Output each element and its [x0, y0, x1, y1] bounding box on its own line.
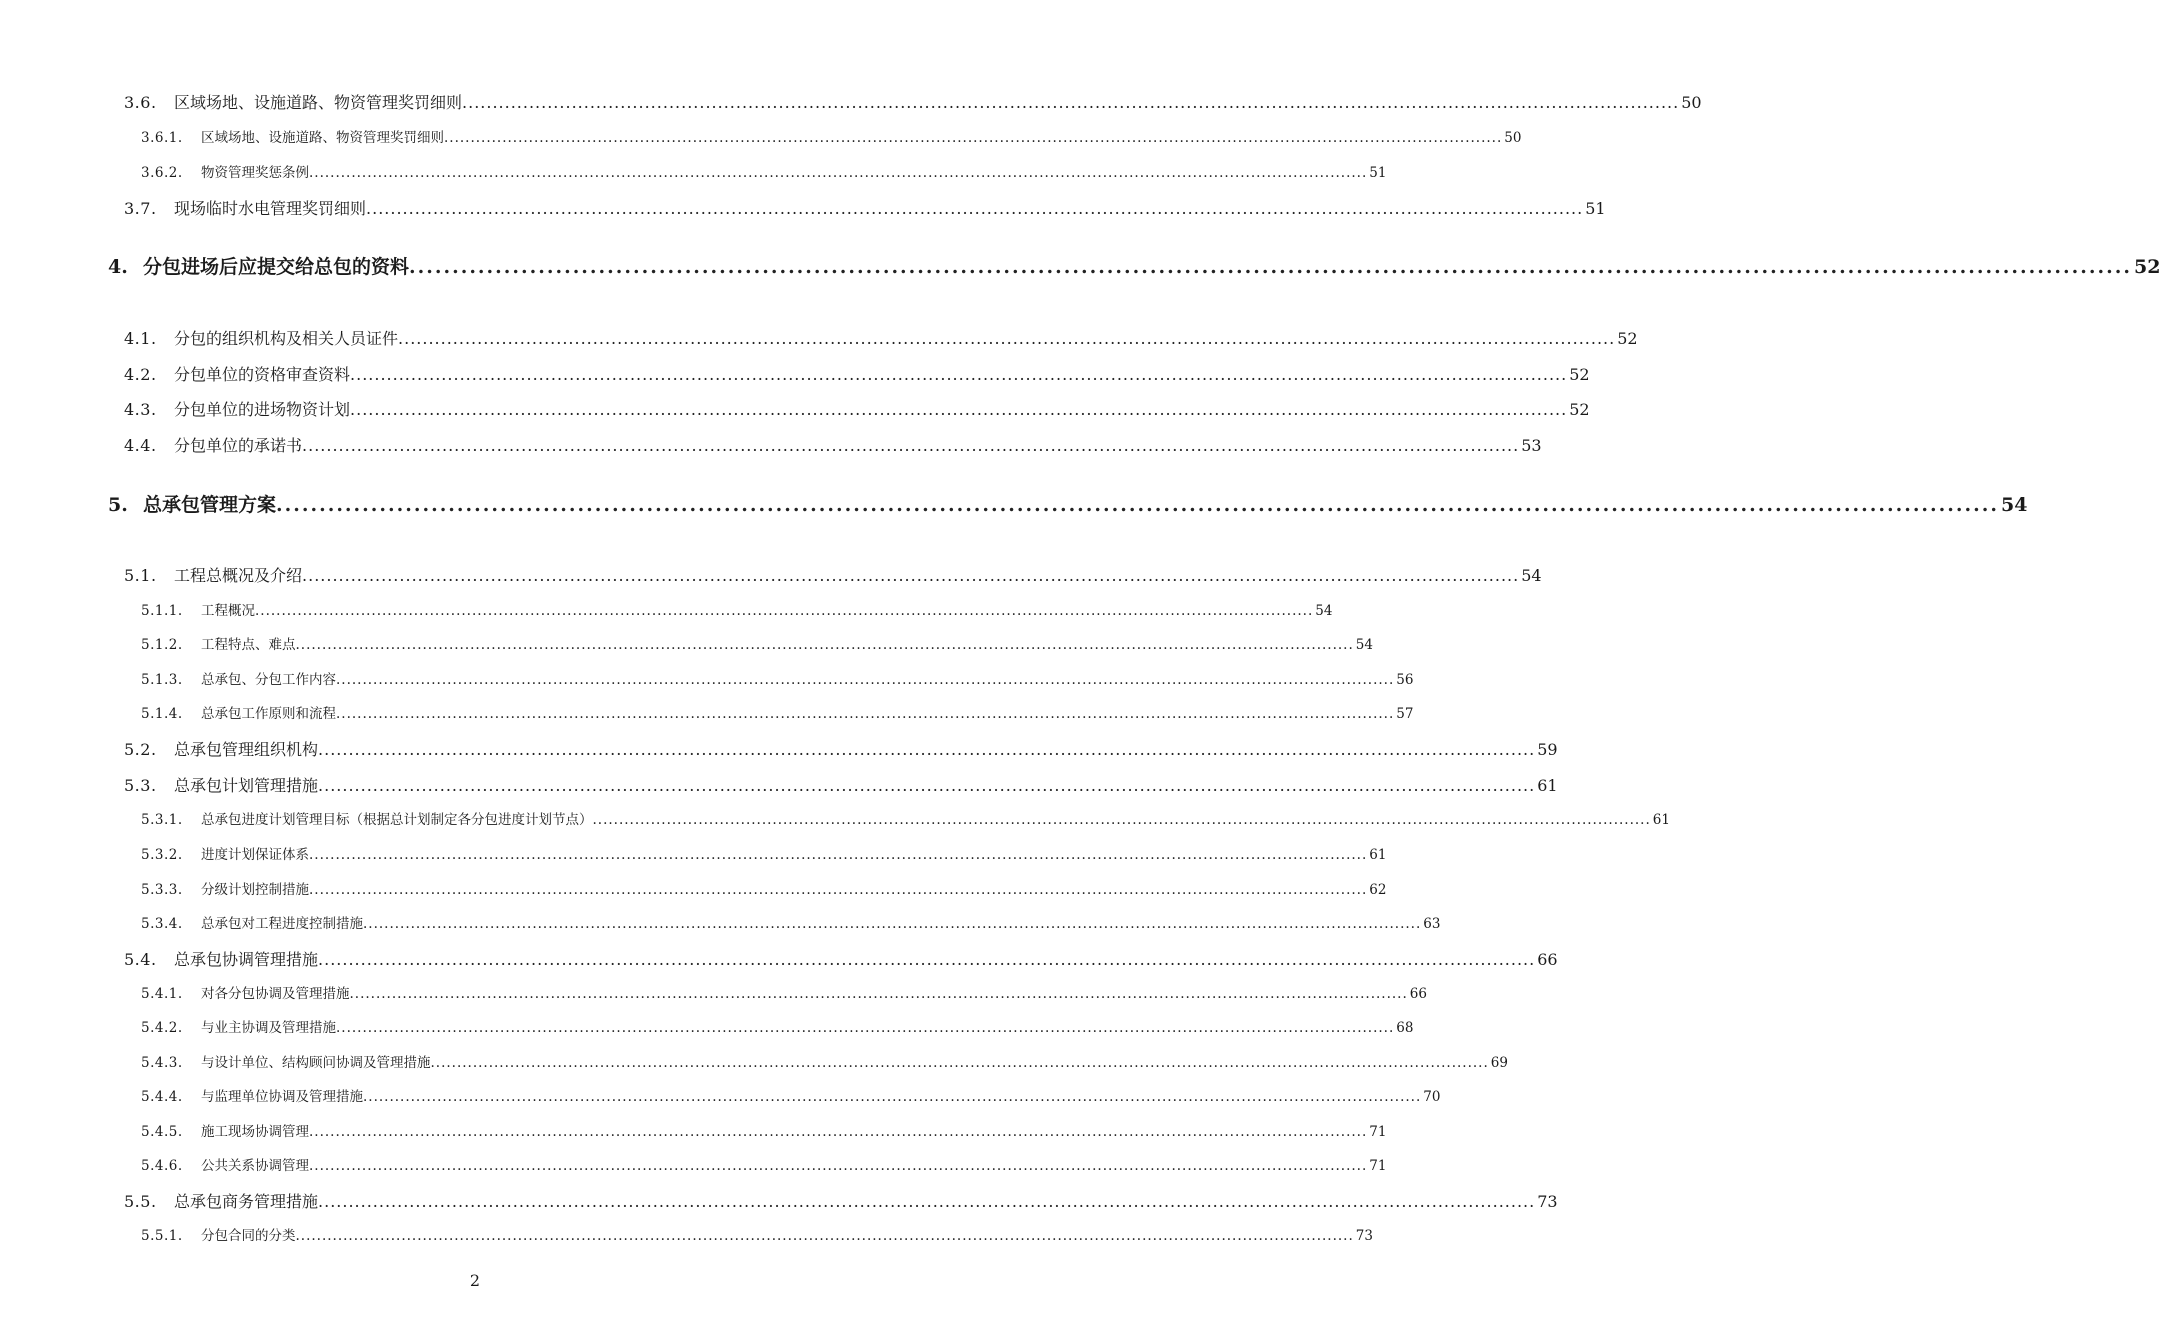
toc-entry-number: 5.3.4.	[141, 916, 183, 932]
toc-entry-number: 5.	[108, 494, 128, 516]
toc-entry[interactable]	[141, 1154, 1387, 1174]
toc-entry-number: 5.1.4.	[141, 706, 183, 722]
toc-entry-page: 66	[1409, 986, 1427, 1002]
toc-entry-title: 分包单位的进场物资计划	[174, 400, 351, 419]
toc-entry[interactable]	[124, 563, 1542, 586]
toc-entry-page: 66	[1537, 950, 1558, 969]
dot-leader: ........................................................................................................................................................................................................	[409, 256, 2132, 278]
toc-entry-title: 工程特点、难点	[201, 637, 296, 653]
toc-entry-title: 对各分包协调及管理措施	[201, 986, 350, 1002]
dot-leader: ........................................................................................................................................................................................................	[336, 672, 1395, 688]
dot-leader: ........................................................................................................................................................................................................	[366, 199, 1584, 218]
dot-leader: ........................................................................................................................................................................................................	[318, 950, 1536, 969]
toc-entry-number: 5.1.	[124, 566, 157, 585]
toc-entry[interactable]	[124, 397, 1590, 420]
toc-entry-title: 公共关系协调管理	[201, 1158, 309, 1174]
dot-leader: ........................................................................................................................................................................................................	[295, 637, 1354, 653]
toc-entry-number: 5.1.2.	[141, 637, 183, 653]
dot-leader: ........................................................................................................................................................................................................	[398, 329, 1616, 348]
toc-entry[interactable]	[141, 599, 1333, 619]
toc-entry-number: 5.4.2.	[141, 1020, 183, 1036]
toc-entry-title: 总承包工作原则和流程	[201, 706, 336, 722]
toc-entry[interactable]	[141, 808, 1670, 828]
toc-entry-title: 总承包管理方案	[143, 494, 277, 516]
dot-leader: ........................................................................................................................................................................................................	[363, 1089, 1422, 1105]
toc-entry-page: 61	[1652, 812, 1670, 828]
toc-entry-number: 5.4.3.	[141, 1055, 183, 1071]
toc-entry-title: 进度计划保证体系	[201, 847, 309, 863]
dot-leader: ........................................................................................................................................................................................................	[255, 603, 1314, 619]
toc-entry-page: 52	[1617, 329, 1638, 348]
toc-entry[interactable]	[124, 947, 1558, 970]
dot-leader: ........................................................................................................................................................................................................	[444, 130, 1503, 146]
toc-entry-number: 3.7.	[124, 199, 157, 218]
toc-entry-number: 5.4.6.	[141, 1158, 183, 1174]
toc-entry-title: 区域场地、设施道路、物资管理奖罚细则	[201, 130, 444, 146]
dot-leader: ........................................................................................................................................................................................................	[295, 1228, 1354, 1244]
toc-entry-page: 50	[1681, 93, 1702, 112]
toc-entry-page: 63	[1423, 916, 1441, 932]
toc-entry[interactable]	[141, 878, 1387, 898]
toc-entry-title: 物资管理奖惩条例	[201, 165, 309, 181]
toc-entry-page: 51	[1369, 165, 1387, 181]
toc-entry[interactable]	[141, 668, 1414, 688]
toc-entry-page: 54	[1355, 637, 1373, 653]
toc-entry-number: 5.4.1.	[141, 986, 183, 1002]
toc-entry-title: 工程概况	[201, 603, 255, 619]
toc-entry-page: 54	[1521, 566, 1542, 585]
toc-entry-page: 53	[1521, 436, 1542, 455]
dot-leader: ........................................................................................................................................................................................................	[462, 93, 1680, 112]
toc-entry-title: 总承包计划管理措施	[174, 776, 319, 795]
toc-entry[interactable]	[124, 196, 1606, 219]
toc-entry-page: 71	[1369, 1124, 1387, 1140]
toc-entry-title: 与监理单位协调及管理措施	[201, 1089, 363, 1105]
toc-entry[interactable]	[141, 1224, 1373, 1244]
toc-entry-number: 4.3.	[124, 400, 157, 419]
toc-entry-title: 总承包、分包工作内容	[201, 672, 336, 688]
toc-entry[interactable]	[124, 773, 1558, 796]
toc-entry-title: 分包合同的分类	[201, 1228, 296, 1244]
toc-entry-title: 工程总概况及介绍	[174, 566, 303, 585]
toc-entry[interactable]	[124, 737, 1558, 760]
dot-leader: ........................................................................................................................................................................................................	[318, 740, 1536, 759]
toc-entry[interactable]	[141, 161, 1387, 181]
dot-leader: ........................................................................................................................................................................................................	[350, 400, 1568, 419]
toc-entry-number: 5.3.2.	[141, 847, 183, 863]
dot-leader: ........................................................................................................................................................................................................	[318, 1192, 1536, 1211]
toc-entry-number: 5.4.5.	[141, 1124, 183, 1140]
dot-leader: ........................................................................................................................................................................................................	[349, 986, 1408, 1002]
toc-entry-page: 61	[1537, 776, 1558, 795]
toc-entry-title: 分包进场后应提交给总包的资料	[143, 256, 410, 278]
toc-entry-page: 73	[1355, 1228, 1373, 1244]
dot-leader: ........................................................................................................................................................................................................	[302, 436, 1520, 455]
toc-entry-title: 施工现场协调管理	[201, 1124, 309, 1140]
dot-leader: ........................................................................................................................................................................................................	[592, 812, 1651, 828]
toc-entry[interactable]	[141, 912, 1441, 932]
toc-entry-page: 69	[1490, 1055, 1508, 1071]
toc-entry-page: 57	[1396, 706, 1414, 722]
dot-leader: ........................................................................................................................................................................................................	[430, 1055, 1489, 1071]
toc-entry-page: 71	[1369, 1158, 1387, 1174]
toc-entry-page: 70	[1423, 1089, 1441, 1105]
toc-entry-number: 5.4.4.	[141, 1089, 183, 1105]
toc-entry-page: 50	[1504, 130, 1522, 146]
toc-entry-page: 52	[1569, 400, 1590, 419]
toc-entry-page: 52	[1569, 365, 1590, 384]
toc-entry-title: 总承包对工程进度控制措施	[201, 916, 363, 932]
toc-entry-number: 3.6.2.	[141, 165, 183, 181]
toc-entry-number: 3.6.1.	[141, 130, 183, 146]
toc-entry-page: 52	[2133, 256, 2160, 278]
dot-leader: ........................................................................................................................................................................................................	[309, 847, 1368, 863]
toc-entry[interactable]	[141, 1120, 1387, 1140]
page-number: 2	[469, 1271, 481, 1290]
toc-entry[interactable]	[124, 433, 1542, 456]
toc-entry-title: 分包单位的承诺书	[174, 436, 303, 455]
toc-entry[interactable]	[141, 982, 1427, 1002]
toc-entry[interactable]	[124, 90, 1702, 113]
toc-entry-number: 3.6.	[124, 93, 157, 112]
toc-entry[interactable]	[141, 1016, 1414, 1036]
dot-leader: ........................................................................................................................................................................................................	[309, 165, 1368, 181]
dot-leader: ........................................................................................................................................................................................................	[363, 916, 1422, 932]
toc-entry-number: 4.4.	[124, 436, 157, 455]
dot-leader: ........................................................................................................................................................................................................	[336, 1020, 1395, 1036]
toc-chapter[interactable]	[108, 252, 2160, 279]
dot-leader: ........................................................................................................................................................................................................	[309, 1158, 1368, 1174]
dot-leader: ........................................................................................................................................................................................................	[350, 365, 1568, 384]
toc-entry-title: 分级计划控制措施	[201, 882, 309, 898]
toc-entry-page: 56	[1396, 672, 1414, 688]
toc-entry-number: 5.1.1.	[141, 603, 183, 619]
toc-entry-number: 5.1.3.	[141, 672, 183, 688]
toc-entry-number: 5.3.	[124, 776, 157, 795]
toc-entry-number: 5.3.1.	[141, 812, 183, 828]
dot-leader: ........................................................................................................................................................................................................	[309, 882, 1368, 898]
toc-entry-page: 59	[1537, 740, 1558, 759]
toc-entry[interactable]	[141, 633, 1373, 653]
dot-leader: ........................................................................................................................................................................................................	[302, 566, 1520, 585]
toc-entry-title: 现场临时水电管理奖罚细则	[174, 199, 367, 218]
toc-entry[interactable]	[141, 1085, 1441, 1105]
toc-entry-number: 5.3.3.	[141, 882, 183, 898]
toc-entry[interactable]	[141, 843, 1387, 863]
toc-entry[interactable]	[141, 702, 1414, 722]
toc-entry-page: 54	[1315, 603, 1333, 619]
toc-entry-number: 4.1.	[124, 329, 157, 348]
toc-entry-title: 与业主协调及管理措施	[201, 1020, 336, 1036]
toc-entry-number: 5.5.	[124, 1192, 157, 1211]
toc-entry-page: 54	[2000, 494, 2028, 516]
toc-entry-number: 5.4.	[124, 950, 157, 969]
toc-entry-page: 68	[1396, 1020, 1414, 1036]
toc-entry-number: 4.	[108, 256, 128, 278]
toc-entry-title: 总承包协调管理措施	[174, 950, 319, 969]
dot-leader: ........................................................................................................................................................................................................	[318, 776, 1536, 795]
toc-entry[interactable]	[124, 362, 1590, 385]
toc-entry-title: 总承包管理组织机构	[174, 740, 319, 759]
toc-chapter[interactable]	[108, 490, 2028, 517]
toc-entry-page: 62	[1369, 882, 1387, 898]
toc-entry-title: 与设计单位、结构顾问协调及管理措施	[201, 1055, 431, 1071]
toc-entry-page: 51	[1585, 199, 1606, 218]
toc-entry-page: 61	[1369, 847, 1387, 863]
toc-entry-page: 73	[1537, 1192, 1558, 1211]
toc-entry[interactable]	[124, 326, 1638, 349]
toc-entry-number: 5.2.	[124, 740, 157, 759]
toc-entry-number: 4.2.	[124, 365, 157, 384]
toc-entry-title: 总承包进度计划管理目标（根据总计划制定各分包进度计划节点）	[201, 812, 593, 828]
toc-entry[interactable]	[124, 1189, 1558, 1212]
toc-entry-title: 分包的组织机构及相关人员证件	[174, 329, 399, 348]
toc-entry-title: 区域场地、设施道路、物资管理奖罚细则	[174, 93, 463, 112]
dot-leader: ........................................................................................................................................................................................................	[336, 706, 1395, 722]
dot-leader: ........................................................................................................................................................................................................	[276, 494, 1999, 516]
toc-entry-number: 5.5.1.	[141, 1228, 183, 1244]
toc-entry[interactable]	[141, 126, 1522, 146]
dot-leader: ........................................................................................................................................................................................................	[309, 1124, 1368, 1140]
toc-entry-title: 分包单位的资格审查资料	[174, 365, 351, 384]
toc-entry-title: 总承包商务管理措施	[174, 1192, 319, 1211]
toc-entry[interactable]	[141, 1051, 1508, 1071]
